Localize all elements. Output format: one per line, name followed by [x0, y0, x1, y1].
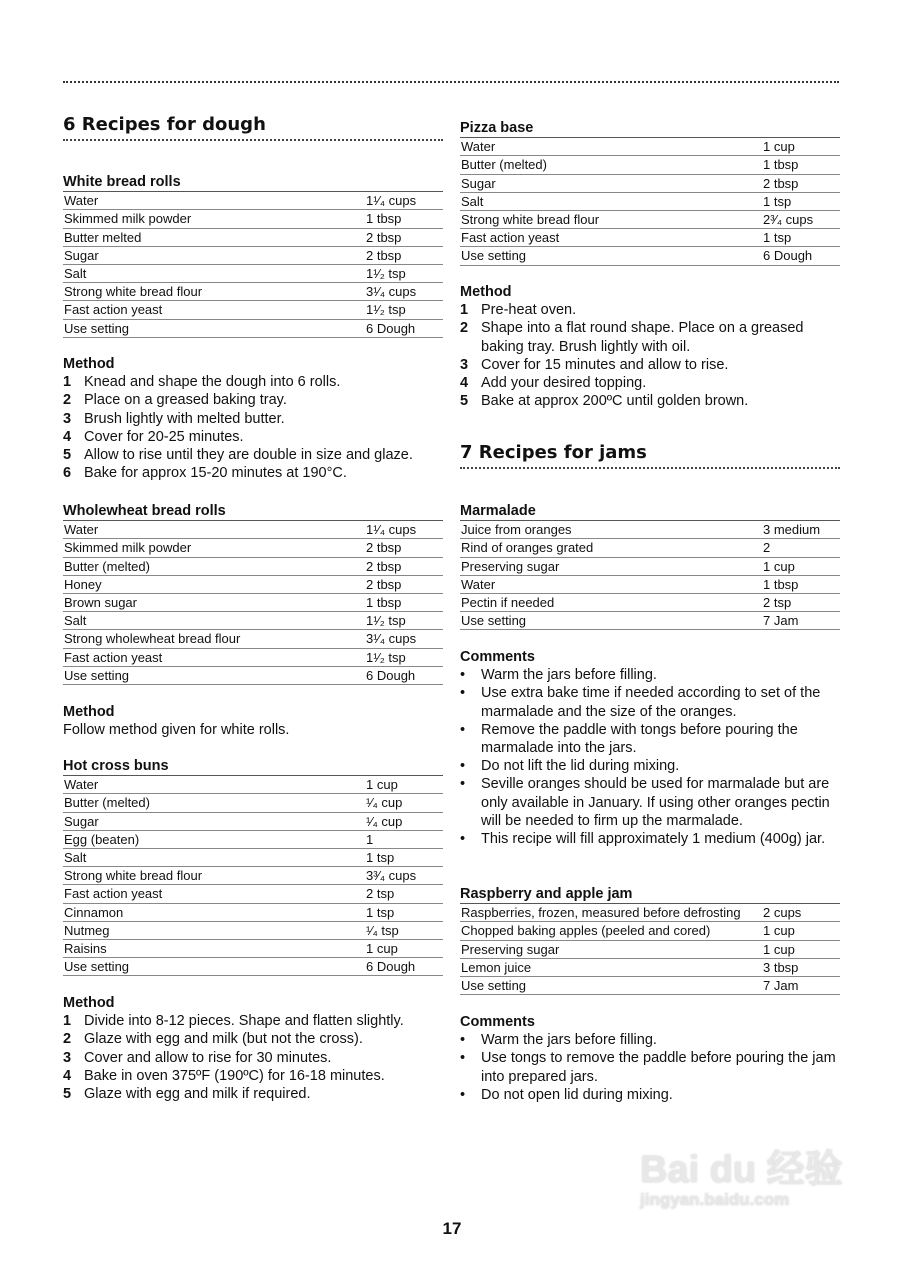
ingredient-amount: 1 cup [762, 557, 840, 575]
table-row [460, 229, 840, 247]
table-row [63, 849, 443, 867]
ingredient-name: Pectin if needed [460, 594, 762, 612]
ingredient-amount: 1 tbsp [762, 156, 840, 174]
table-row [460, 557, 840, 575]
list-item [63, 410, 443, 428]
list-item [460, 301, 840, 319]
hot-cross-method [63, 994, 443, 1103]
step-text: Glaze with egg and milk (but not the cross). [84, 1031, 363, 1048]
step-text: Bake for approx 15-20 minutes at 190°C. [84, 465, 347, 482]
step-text: Place on a greased baking tray. [84, 392, 287, 409]
ingredient-name: Fast action yeast [63, 885, 365, 903]
bullet: • [460, 758, 466, 775]
step-text: Cover and allow to rise for 30 minutes. [84, 1049, 332, 1066]
step-number: 6 [63, 465, 72, 482]
wholewheat-method [63, 703, 443, 739]
step-text: Shape into a flat round shape. Place on a greased baking tray. Brush lightly with oil. [481, 320, 804, 355]
step-number: 1 [63, 374, 72, 391]
ingredient-amount: 1 tsp [365, 849, 443, 867]
step-number: 5 [63, 447, 72, 464]
ingredient-amount: 3 tbsp [762, 958, 840, 976]
step-number: 3 [460, 356, 469, 373]
step-number: 1 [460, 302, 469, 319]
ingredient-name: Egg (beaten) [63, 830, 365, 848]
step-text: Pre-heat oven. [481, 302, 577, 319]
ingredient-name: Butter (melted) [63, 794, 365, 812]
white-method [63, 355, 443, 482]
ingredient-amount: 2 [762, 539, 840, 557]
section-title: Method [460, 284, 512, 300]
bullet: • [460, 1032, 466, 1049]
ingredient-amount: 1 [365, 830, 443, 848]
ingredient-amount: 1¹⁄₄ cups [365, 192, 443, 210]
ingredients-table [63, 775, 443, 976]
ingredient-name: Fast action yeast [460, 229, 762, 247]
ingredient-amount: 1 cup [762, 138, 840, 156]
bullet: • [460, 721, 466, 738]
section-heading-dough [63, 113, 443, 141]
ingredient-amount: 1¹⁄₄ cups [365, 521, 443, 539]
ingredient-name: Butter melted [63, 228, 365, 246]
ingredient-amount: 1 cup [365, 940, 443, 958]
top-dotted-rule [63, 81, 839, 83]
table-row [63, 666, 443, 684]
table-row [460, 958, 840, 976]
step-text: Warm the jars before filling. [481, 667, 657, 684]
ingredient-amount: 6 Dough [762, 247, 840, 265]
step-number: 2 [63, 392, 72, 409]
ingredient-name: Use setting [460, 977, 762, 995]
table-row [63, 830, 443, 848]
ingredient-amount: 1 tbsp [365, 210, 443, 228]
ingredient-amount: 2 tbsp [365, 575, 443, 593]
ingredient-name: Use setting [63, 666, 365, 684]
table-row [460, 594, 840, 612]
table-row [460, 977, 840, 995]
table-row [460, 922, 840, 940]
step-text: Divide into 8-12 pieces. Shape and flatten slightly. [84, 1013, 404, 1030]
ingredient-amount: ¹⁄₄ cup [365, 812, 443, 830]
ingredient-amount: 2 tbsp [365, 246, 443, 264]
ingredient-amount: 1 tsp [762, 192, 840, 210]
step-number: 2 [63, 1031, 72, 1048]
table-row [460, 940, 840, 958]
ingredient-amount: 3¹⁄₄ cups [365, 630, 443, 648]
step-number: 3 [63, 410, 72, 427]
table-row [63, 648, 443, 666]
step-text: Bake at approx 200ºC until golden brown. [481, 393, 749, 410]
list-item [460, 684, 840, 720]
ingredient-amount: 1 tbsp [365, 594, 443, 612]
list-item [63, 1085, 443, 1103]
section-title: Method [63, 995, 115, 1011]
table-row [63, 319, 443, 337]
table-row [63, 575, 443, 593]
ingredient-amount: 6 Dough [365, 666, 443, 684]
bullet: • [460, 1086, 466, 1103]
ingredient-name: Sugar [63, 246, 365, 264]
list-item [63, 373, 443, 391]
ingredient-amount: 3 medium [762, 521, 840, 539]
ingredient-amount: 1¹⁄₂ tsp [365, 301, 443, 319]
list-item [460, 1086, 840, 1104]
ingredient-amount: 2 tbsp [365, 539, 443, 557]
ingredient-name: Fast action yeast [63, 301, 365, 319]
recipe-title: Hot cross buns [63, 758, 169, 774]
ingredient-amount: 6 Dough [365, 958, 443, 976]
step-text: Remove the paddle with tongs before pouring the marmalade into the jars. [481, 721, 798, 757]
raspberry-recipe [460, 885, 840, 995]
ingredient-amount: 3³⁄₄ cups [365, 867, 443, 885]
ingredient-name: Skimmed milk powder [63, 210, 365, 228]
ingredients-table [460, 520, 840, 630]
ingredient-amount: ¹⁄₄ cup [365, 794, 443, 812]
table-row [460, 904, 840, 922]
ingredient-name: Use setting [63, 958, 365, 976]
recipe-title: Wholewheat bread rolls [63, 503, 226, 519]
ingredient-name: Juice from oranges [460, 521, 762, 539]
ingredient-amount: 1¹⁄₂ tsp [365, 612, 443, 630]
ingredient-name: Rind of oranges grated [460, 539, 762, 557]
table-row [460, 247, 840, 265]
table-row [63, 940, 443, 958]
step-text: Do not lift the lid during mixing. [481, 758, 680, 775]
ingredient-amount: 1 cup [365, 776, 443, 794]
ingredient-name: Sugar [63, 812, 365, 830]
ingredient-name: Fast action yeast [63, 648, 365, 666]
ingredient-amount: 2 tbsp [365, 228, 443, 246]
ingredient-name: Strong white bread flour [460, 211, 762, 229]
marmalade-comments [460, 648, 840, 848]
step-text: Use extra bake time if needed according to set of the marmalade and the size of the oranges. [481, 685, 821, 720]
ingredients-table [460, 137, 840, 265]
table-row [460, 612, 840, 630]
table-row [63, 228, 443, 246]
ingredient-amount: 7 Jam [762, 977, 840, 995]
watermark-logo: Bai du 经验 jingyan.baidu.com [640, 1149, 843, 1209]
step-text: Cover for 15 minutes and allow to rise. [481, 356, 729, 373]
step-text: Allow to rise until they are double in size and glaze. [84, 447, 413, 464]
step-number: 1 [63, 1013, 72, 1030]
bullet: • [460, 667, 466, 684]
list-item [460, 830, 840, 848]
step-text: Cover for 20-25 minutes. [84, 428, 244, 445]
step-number: 5 [460, 393, 469, 410]
table-row [460, 211, 840, 229]
ingredient-name: Raspberries, frozen, measured before defrosting [460, 904, 762, 922]
ingredients-table [460, 903, 840, 995]
ingredient-amount: 6 Dough [365, 319, 443, 337]
bullet: • [460, 1050, 466, 1067]
ingredients-table [63, 520, 443, 685]
list-item [63, 1012, 443, 1030]
table-row [63, 210, 443, 228]
table-row [63, 283, 443, 301]
step-number: 2 [460, 320, 469, 337]
table-row [63, 192, 443, 210]
ingredient-name: Water [460, 138, 762, 156]
ingredients-table [63, 191, 443, 338]
hot-cross-recipe [63, 757, 443, 976]
ingredient-name: Sugar [460, 174, 762, 192]
ingredient-name: Salt [63, 265, 365, 283]
step-text: This recipe will fill approximately 1 medium (400g) jar. [481, 831, 826, 848]
table-row [63, 958, 443, 976]
recipe-title: Pizza base [460, 120, 534, 136]
ingredient-name: Preserving sugar [460, 940, 762, 958]
page-number: 17 [442, 1219, 462, 1238]
ingredient-name: Honey [63, 575, 365, 593]
ingredient-name: Use setting [460, 247, 762, 265]
ingredient-name: Butter (melted) [63, 557, 365, 575]
list-item [63, 1067, 443, 1085]
ingredient-name: Use setting [63, 319, 365, 337]
table-row [63, 265, 443, 283]
step-text: Glaze with egg and milk if required. [84, 1086, 311, 1103]
ingredient-name: Strong wholewheat bread flour [63, 630, 365, 648]
table-row [63, 885, 443, 903]
method-text: Follow method given for white rolls. [63, 722, 290, 739]
section-heading-jams [460, 441, 840, 469]
list-item [63, 428, 443, 446]
step-text: Bake in oven 375ºF (190ºC) for 16-18 minutes. [84, 1067, 385, 1084]
ingredient-amount: 2 tsp [365, 885, 443, 903]
ingredient-name: Strong white bread flour [63, 867, 365, 885]
section-title: Method [63, 356, 115, 372]
list-item [460, 666, 840, 684]
ingredient-name: Cinnamon [63, 903, 365, 921]
list-item [63, 391, 443, 409]
ingredient-amount: 2 tsp [762, 594, 840, 612]
raspberry-comments [460, 1013, 840, 1104]
step-text: Brush lightly with melted butter. [84, 410, 285, 427]
ingredient-name: Use setting [460, 612, 762, 630]
recipe-title: Raspberry and apple jam [460, 886, 633, 902]
table-row [460, 156, 840, 174]
ingredient-name: Preserving sugar [460, 557, 762, 575]
ingredient-amount: 1 tbsp [762, 575, 840, 593]
step-number: 3 [63, 1049, 72, 1066]
ingredient-amount: 1¹⁄₂ tsp [365, 265, 443, 283]
white-rolls-recipe [63, 173, 443, 338]
ingredient-name: Strong white bread flour [63, 283, 365, 301]
list-item [63, 1030, 443, 1048]
ingredient-name: Chopped baking apples (peeled and cored) [460, 922, 762, 940]
list-item [460, 374, 840, 392]
table-row [63, 812, 443, 830]
step-text: Knead and shape the dough into 6 rolls. [84, 374, 341, 391]
table-row [460, 575, 840, 593]
table-row [460, 539, 840, 557]
heading: 7 Recipes for jams [460, 441, 840, 469]
step-number: 4 [63, 1067, 72, 1084]
list-item [460, 356, 840, 374]
ingredient-amount: 2³⁄₄ cups [762, 211, 840, 229]
step-text: Add your desired topping. [481, 375, 647, 392]
table-row [63, 794, 443, 812]
pizza-recipe [460, 119, 840, 266]
ingredient-name: Nutmeg [63, 921, 365, 939]
list-item [460, 757, 840, 775]
ingredient-amount: 1 cup [762, 940, 840, 958]
step-text: Seville oranges should be used for marmalade but are only available in January. If using other oranges pectin will be needed to firm up the marmalade. [481, 776, 830, 829]
table-row [63, 521, 443, 539]
marmalade-recipe [460, 502, 840, 630]
ingredient-name: Salt [63, 849, 365, 867]
ingredient-name: Salt [63, 612, 365, 630]
ingredient-amount: 3¹⁄₄ cups [365, 283, 443, 301]
ingredient-name: Raisins [63, 940, 365, 958]
recipe-title: White bread rolls [63, 174, 181, 190]
list-item [460, 775, 840, 830]
table-row [63, 921, 443, 939]
table-row [63, 776, 443, 794]
table-row [460, 174, 840, 192]
ingredient-amount: 2 tbsp [762, 174, 840, 192]
wholewheat-rolls-recipe [63, 502, 443, 685]
list-item [460, 392, 840, 410]
list-item [460, 721, 840, 757]
table-row [63, 630, 443, 648]
recipe-title: Marmalade [460, 503, 536, 519]
step-number: 4 [63, 428, 72, 445]
ingredient-name: Lemon juice [460, 958, 762, 976]
ingredient-amount: 2 tbsp [365, 557, 443, 575]
step-text: Warm the jars before filling. [481, 1032, 657, 1049]
bullet: • [460, 685, 466, 702]
ingredient-name: Brown sugar [63, 594, 365, 612]
list-item [63, 464, 443, 482]
step-number: 4 [460, 375, 469, 392]
ingredient-name: Butter (melted) [460, 156, 762, 174]
step-number: 5 [63, 1086, 72, 1103]
table-row [63, 557, 443, 575]
ingredient-name: Water [63, 192, 365, 210]
table-row [63, 867, 443, 885]
list-item [460, 1031, 840, 1049]
ingredient-amount: 1¹⁄₂ tsp [365, 648, 443, 666]
ingredient-amount: 7 Jam [762, 612, 840, 630]
list-item [460, 1049, 840, 1085]
step-text: Use tongs to remove the paddle before pouring the jam into prepared jars. [481, 1050, 836, 1085]
table-row [460, 138, 840, 156]
table-row [63, 594, 443, 612]
section-title: Comments [460, 649, 535, 665]
ingredient-amount: ¹⁄₄ tsp [365, 921, 443, 939]
heading: 6 Recipes for dough [63, 113, 443, 141]
bullet: • [460, 776, 466, 793]
table-row [63, 903, 443, 921]
bullet: • [460, 831, 466, 848]
ingredient-name: Water [63, 521, 365, 539]
ingredient-name: Skimmed milk powder [63, 539, 365, 557]
ingredient-amount: 1 tsp [762, 229, 840, 247]
ingredient-amount: 2 cups [762, 904, 840, 922]
ingredient-name: Water [460, 575, 762, 593]
list-item [63, 1049, 443, 1067]
table-row [63, 301, 443, 319]
ingredient-name: Salt [460, 192, 762, 210]
table-row [63, 246, 443, 264]
ingredient-amount: 1 cup [762, 922, 840, 940]
ingredient-amount: 1 tsp [365, 903, 443, 921]
table-row [63, 539, 443, 557]
table-row [63, 612, 443, 630]
step-text: Do not open lid during mixing. [481, 1086, 673, 1103]
list-item [63, 446, 443, 464]
section-title: Comments [460, 1014, 535, 1030]
ingredient-name: Water [63, 776, 365, 794]
pizza-method [460, 283, 840, 410]
method-title: Method [63, 704, 115, 720]
table-row [460, 521, 840, 539]
table-row [460, 192, 840, 210]
list-item [460, 319, 840, 355]
